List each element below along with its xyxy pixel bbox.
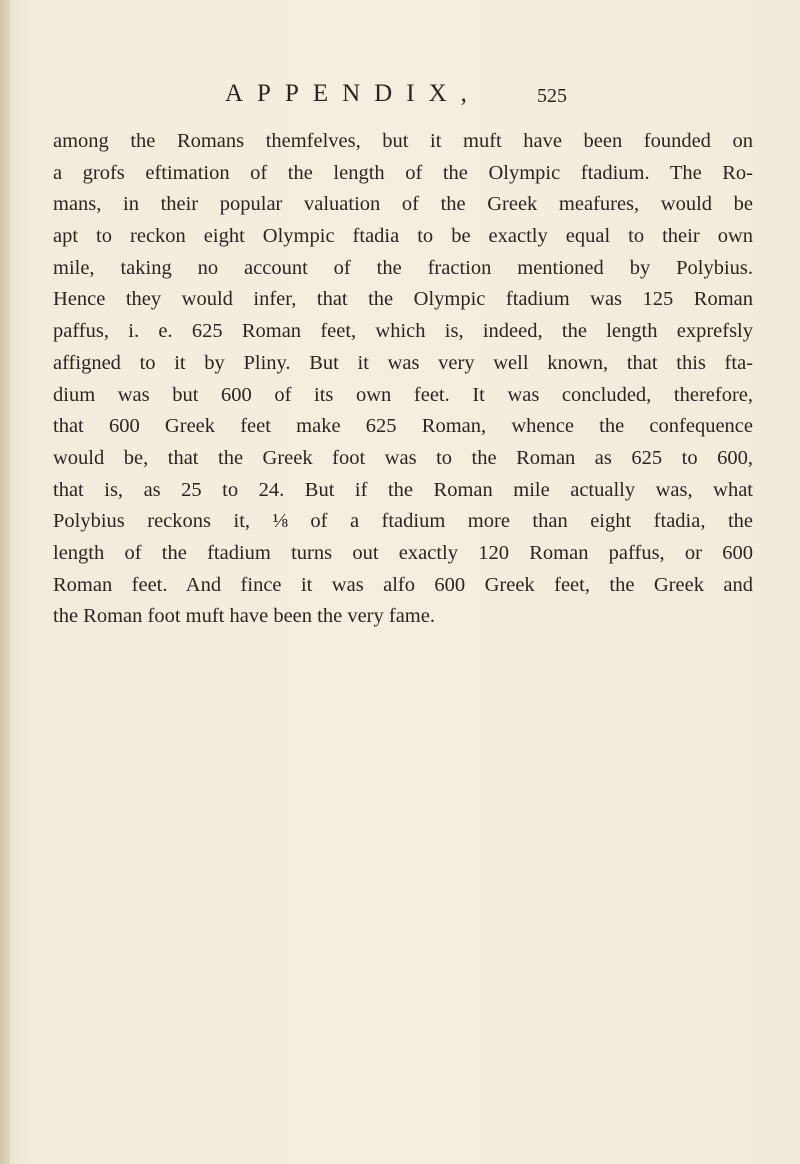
text-line: Roman feet. And fince it was alfo 600 Greek feet, the Greek and	[53, 573, 753, 596]
text-line: that is, as 25 to 24. But if the Roman mile actually was, what	[53, 478, 753, 501]
text-line: mile, taking no account of the fraction mentioned by Polybius.	[53, 256, 753, 279]
text-line: the Roman foot muft have been the very fame.	[53, 605, 435, 628]
running-title: APPENDIX,	[225, 80, 481, 107]
text-line: would be, that the Greek foot was to the Roman as 625 to 600,	[53, 446, 753, 469]
text-line: apt to reckon eight Olympic ftadia to be exactly equal to their own	[53, 225, 753, 248]
binding-edge	[0, 0, 10, 1164]
body-text	[53, 126, 753, 633]
text-line: dium was but 600 of its own feet. It was concluded, therefore,	[53, 383, 753, 406]
text-line: mans, in their popular valuation of the Greek meafures, would be	[53, 193, 753, 216]
running-head	[225, 77, 585, 111]
text-line: affigned to it by Pliny. But it was very well known, that this fta-	[53, 351, 753, 374]
text-line: length of the ftadium turns out exactly 120 Roman paffus, or 600	[53, 541, 753, 564]
text-line: a grofs eftimation of the length of the Olympic ftadium. The Ro-	[53, 161, 753, 184]
text-line: Polybius reckons it, ⅛ of a ftadium more than eight ftadia, the	[53, 510, 753, 533]
text-line: Hence they would infer, that the Olympic ftadium was 125 Roman	[53, 288, 753, 311]
text-line: among the Romans themfelves, but it muft have been founded on	[53, 130, 753, 152]
page-number: 525	[537, 85, 567, 107]
text-line: paffus, i. e. 625 Roman feet, which is, indeed, the length exprefsly	[53, 320, 753, 343]
text-line: that 600 Greek feet make 625 Roman, whence the confequence	[53, 415, 753, 438]
